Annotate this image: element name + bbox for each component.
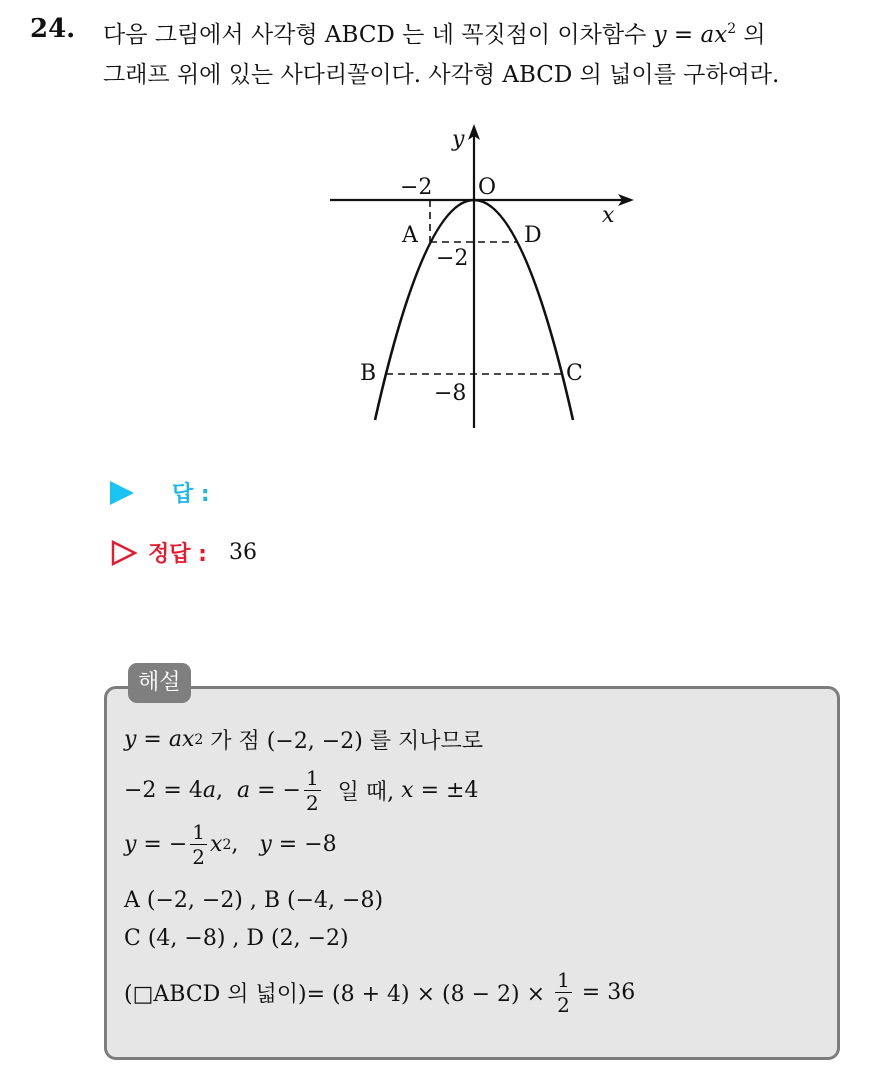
fraction-one-half: $\frac{1}{2}$ — [305, 766, 319, 815]
origin-label: O — [478, 175, 497, 200]
filled-triangle-icon — [110, 481, 134, 505]
correct-answer-row — [110, 537, 257, 568]
fraction-one-half: $\frac{1}{2}$ — [192, 820, 206, 869]
point-C-label: C — [566, 361, 583, 386]
solution-line-2: −2 = 4 a , a = − $\frac{1}{2}$ 일 때, x = ±4 — [124, 766, 479, 815]
correct-answer-value: 36 — [228, 540, 257, 565]
y-tick-label-bottom: −8 — [434, 381, 467, 406]
solution-line-5: C (4, −8) , D (2, −2) — [124, 926, 349, 951]
answer-row — [110, 477, 210, 508]
question-text-line-2: 그래프 위에 있는 사다리꼴이다. 사각형 ABCD 의 넓이를 구하여라. — [103, 62, 780, 88]
outline-triangle-icon — [110, 539, 138, 567]
question-number: 24. — [30, 14, 76, 44]
solution-line-3: y = − $\frac{1}{2}$ x 2 , y = −8 — [124, 820, 337, 869]
fraction-one-half: $\frac{1}{2}$ — [557, 968, 570, 1017]
y-axis-label: y — [452, 127, 465, 152]
solution-line-4: A (−2, −2) , B (−4, −8) — [124, 888, 384, 913]
solution-line-1: y = ax 2 가 점 (−2, −2) 를 지나므로 — [124, 727, 484, 754]
parabola-graph — [320, 118, 640, 438]
solution-tag: 해설 — [128, 663, 191, 703]
y-tick-label-top: −2 — [436, 246, 469, 271]
x-axis-label: x — [602, 203, 615, 228]
answer-label: 답 : — [172, 482, 210, 507]
x-tick-label: −2 — [400, 175, 433, 200]
point-D-label: D — [524, 223, 542, 248]
point-B-label: B — [360, 361, 377, 386]
question-text-line-1: 다음 그림에서 사각형 ABCD 는 네 꼭짓점이 이차함수 $y = ax^2$ 의 — [103, 21, 766, 48]
point-A-label: A — [402, 223, 418, 248]
correct-answer-label: 정답 : — [148, 542, 207, 567]
solution-line-6: (□ABCD 의 넓이)= (8 + 4) × (8 − 2) × $\frac{1}{2}$ = 36 — [124, 968, 636, 1017]
